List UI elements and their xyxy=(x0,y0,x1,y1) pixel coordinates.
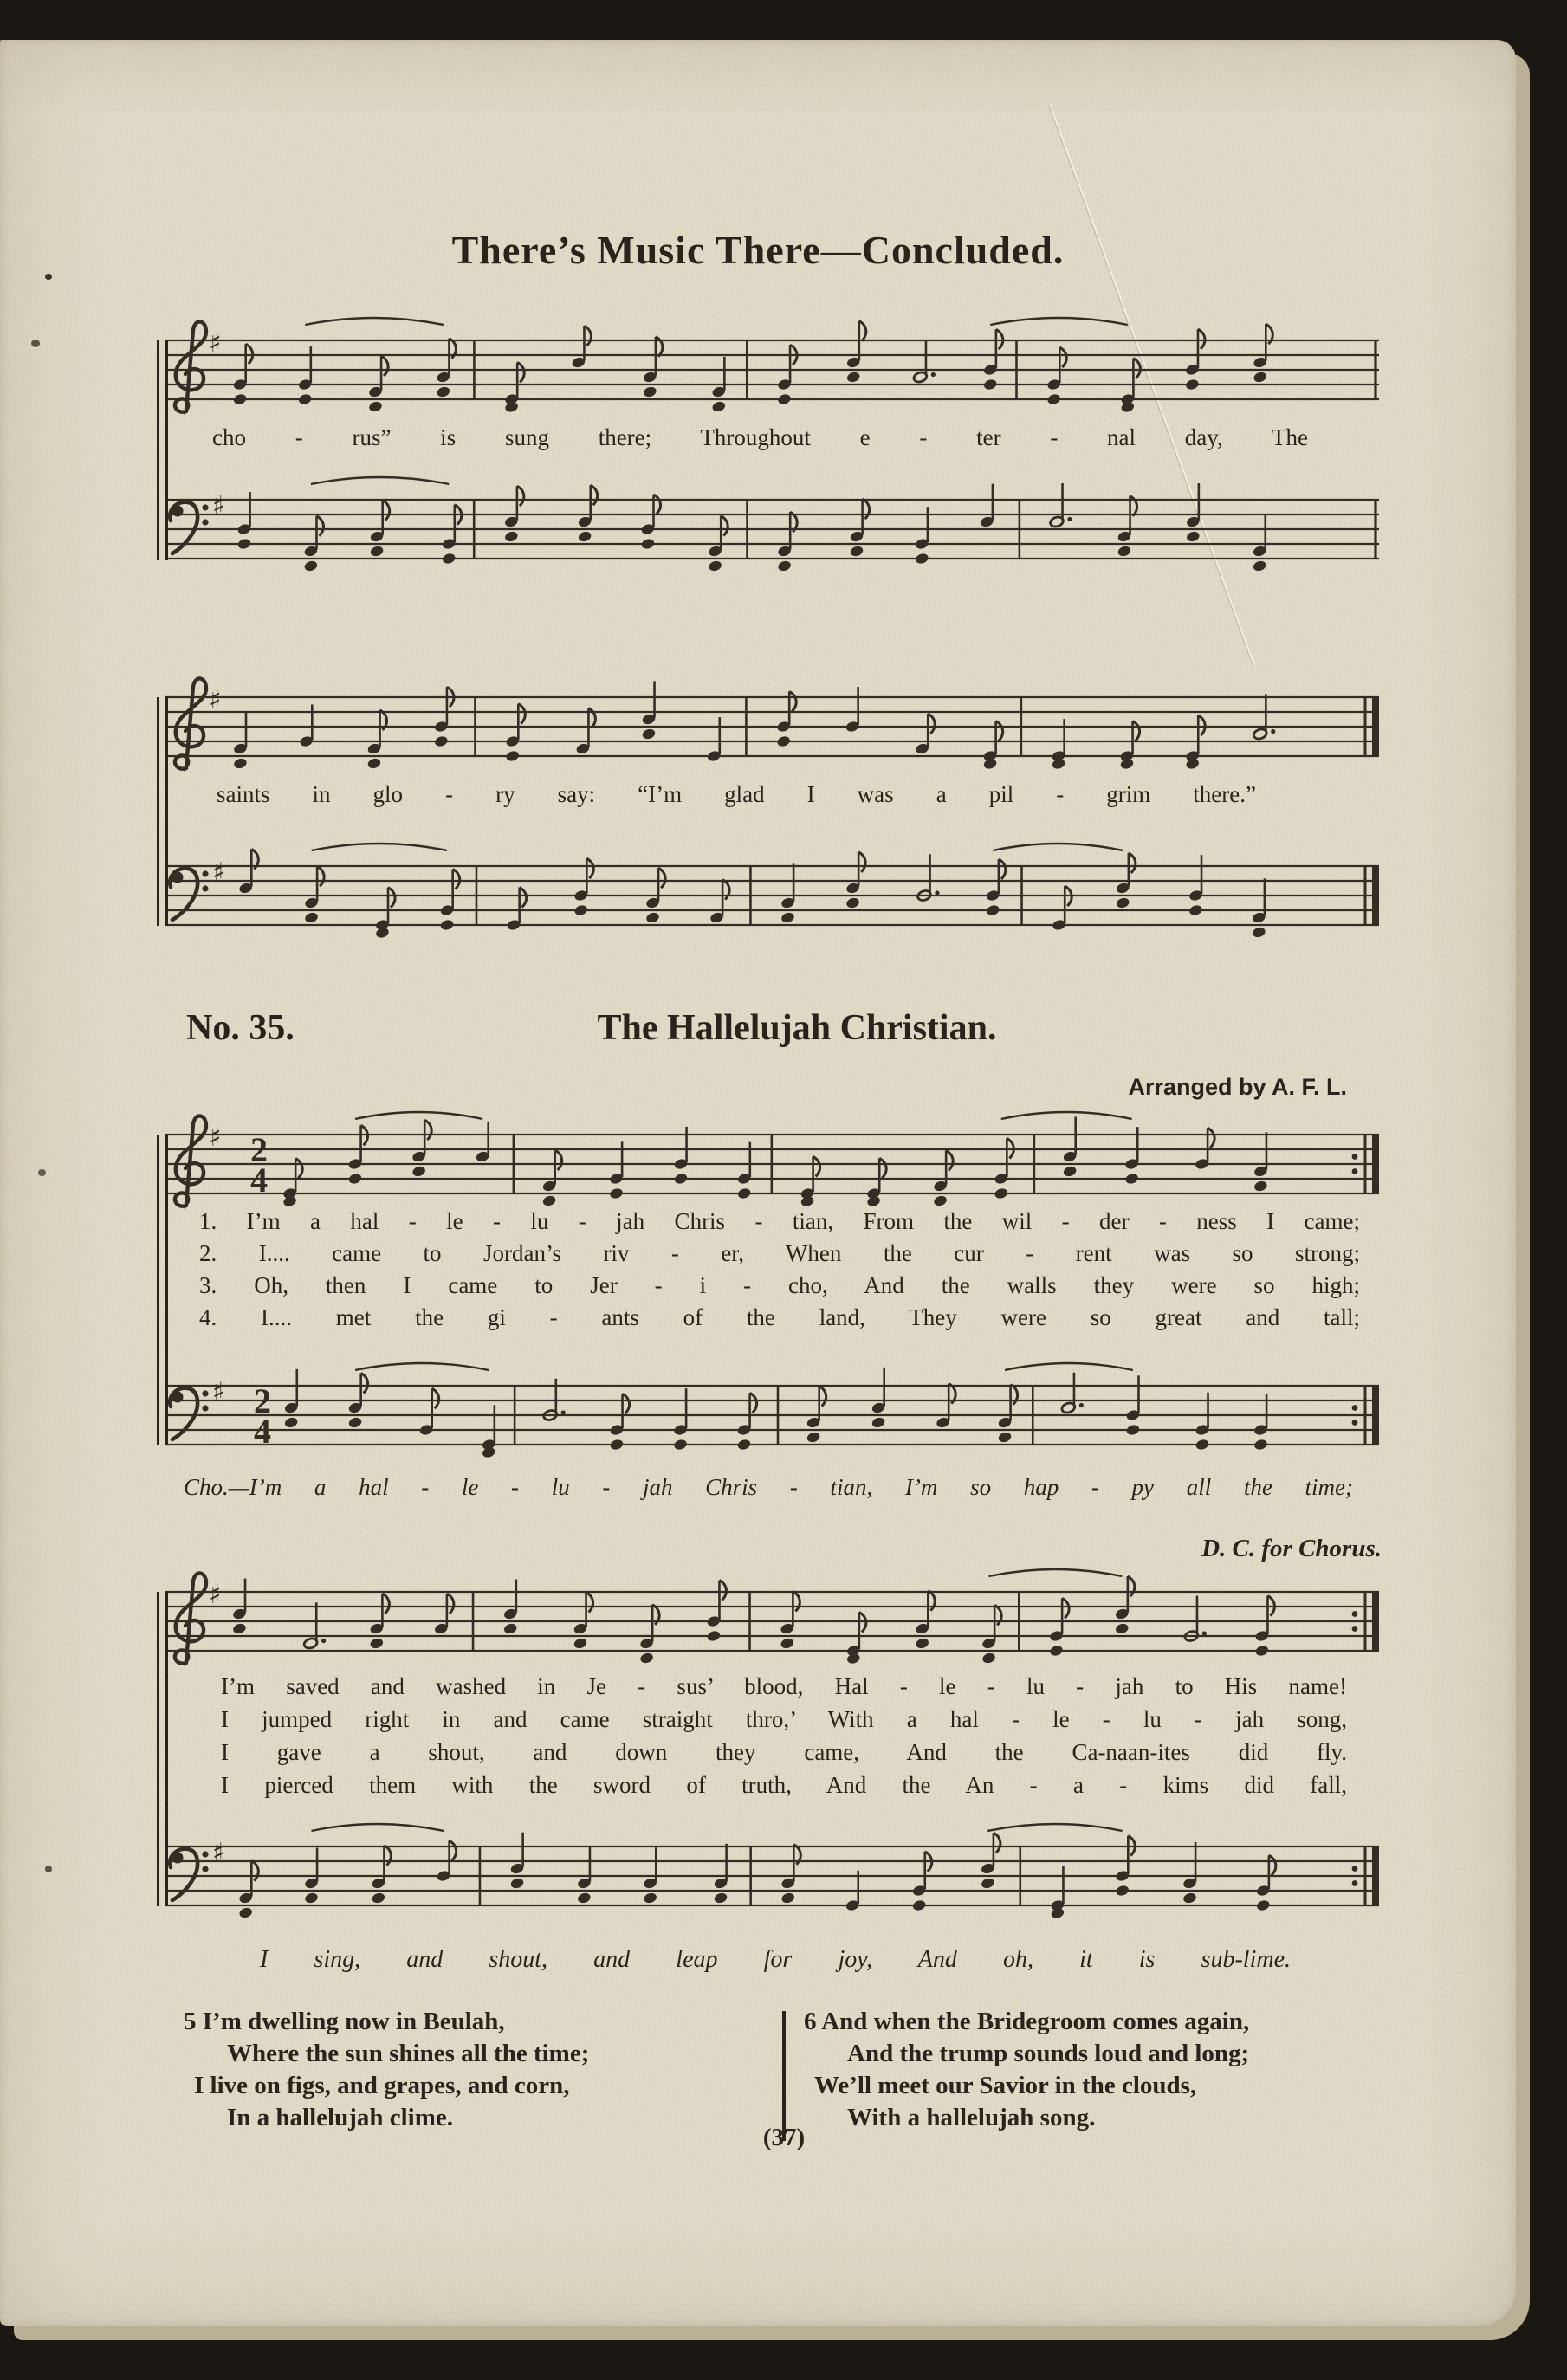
svg-text:4: 4 xyxy=(250,1161,268,1200)
arranger-credit: Arranged by A. F. L. xyxy=(1128,1074,1347,1100)
verse-5 xyxy=(184,2006,760,2134)
paper-speck xyxy=(45,274,52,280)
paper-speck xyxy=(31,340,40,347)
verse6-line-4: With a hallelujah song. xyxy=(847,2104,1096,2131)
staff-system-3-bass xyxy=(159,1344,1384,1491)
svg-text:♯: ♯ xyxy=(212,1377,225,1407)
verse-line-1: 1. I’m a hal - le - lu - jah Chris - tian, From the wil - der - ness I came; xyxy=(199,1208,1360,1234)
song-number: No. 35. xyxy=(186,1008,295,1048)
paper-speck xyxy=(38,1169,46,1176)
lyric-line-2: saints in glo - ry say: “I’m glad I was a pil - grim there.” xyxy=(217,781,1256,807)
verse-line-4: 4. I.... met the gi - ants of the land, They were so great and tall; xyxy=(199,1304,1360,1330)
verse2-line-4: I pierced them with the sword of truth, And the An - a - kims did fall, xyxy=(221,1772,1347,1798)
verse2-line-1: I’m saved and washed in Je - sus’ blood, Hal - le - lu - jah to His name! xyxy=(221,1673,1347,1699)
chorus-lyric-line: Cho.—I’m a hal - le - lu - jah Chris - tian, I’m so hap - py all the time; xyxy=(184,1474,1353,1500)
verse-block xyxy=(199,1206,1360,1334)
staff-system-2-bass xyxy=(159,825,1384,972)
page-title: There’s Music There—Concluded. xyxy=(451,228,1065,272)
svg-text:4: 4 xyxy=(254,1412,271,1451)
svg-text:♯: ♯ xyxy=(212,1838,225,1868)
svg-text:♯: ♯ xyxy=(209,328,222,359)
paper-speck xyxy=(45,1866,52,1872)
chorus-second-half-line: I sing, and shout, and leap for joy, And oh, it is sub-lime. xyxy=(260,1946,1291,1973)
verse6-line-1: 6 And when the Bridegroom comes again, xyxy=(804,2008,1250,2035)
svg-text:2: 2 xyxy=(254,1381,271,1420)
verse-second-half-block xyxy=(221,1670,1347,1801)
verse6-line-3: We’ll meet our Savior in the clouds, xyxy=(814,2072,1197,2099)
verse2-line-2: I jumped right in and came straight thro,’ With a hal - le - lu - jah song, xyxy=(221,1706,1347,1732)
svg-text:♯: ♯ xyxy=(209,685,222,715)
verse5-line-3: I live on figs, and grapes, and corn, xyxy=(194,2072,570,2099)
verse-line-3: 3. Oh, then I came to Jer - i - cho, And the walls they were so high; xyxy=(199,1272,1360,1298)
song-title: The Hallelujah Christian. xyxy=(597,1008,997,1048)
svg-text:♯: ♯ xyxy=(212,491,225,521)
verse-column-divider xyxy=(782,2011,786,2141)
verse-6 xyxy=(804,2006,1371,2134)
page-number: (37) xyxy=(762,2124,806,2151)
svg-text:♯: ♯ xyxy=(209,1580,222,1610)
svg-text:♯: ♯ xyxy=(212,857,225,888)
staff-system-4-bass xyxy=(159,1805,1384,1952)
dc-for-chorus-marking: D. C. for Chorus. xyxy=(1201,1535,1382,1562)
verse5-line-4: In a hallelujah clime. xyxy=(227,2104,454,2131)
verse2-line-3: I gave a shout, and down they came, And the Ca-naan-ites did fly. xyxy=(221,1739,1347,1765)
lyric-line-1: cho - rus” is sung there; Throughout e - ter - nal day, The xyxy=(212,424,1308,450)
verse5-line-2: Where the sun shines all the time; xyxy=(227,2040,590,2067)
staff-system-1-bass xyxy=(159,458,1384,605)
verse-line-2: 2. I.... came to Jordan’s riv - er, When the cur - rent was so strong; xyxy=(199,1240,1360,1266)
svg-text:♯: ♯ xyxy=(209,1122,222,1153)
svg-text:2: 2 xyxy=(250,1130,268,1169)
verse6-line-2: And the trump sounds loud and long; xyxy=(847,2040,1250,2067)
verse5-line-1: 5 I’m dwelling now in Beulah, xyxy=(184,2008,505,2035)
